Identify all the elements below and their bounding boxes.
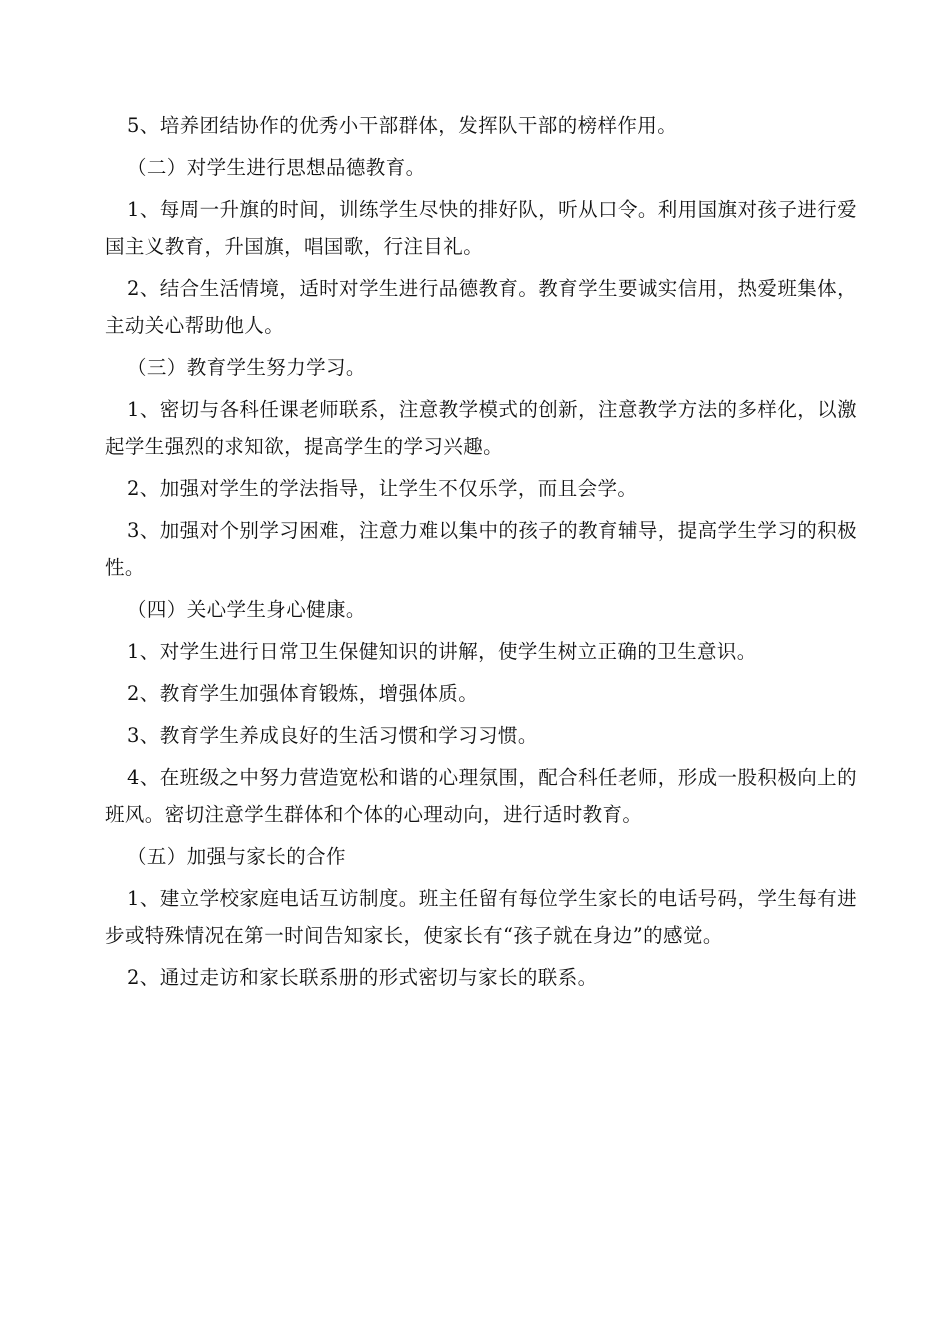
document-body	[105, 107, 857, 1001]
paragraph-hygiene: 1、对学生进行日常卫生保健知识的讲解，使学生树立正确的卫生意识。	[127, 640, 757, 663]
paragraph-exercise: 2、教育学生加强体育锻炼，增强体质。	[127, 682, 479, 705]
paragraph-phone-visits: 1、建立学校家庭电话互访制度。班主任留有每位学生家长的电话号码，学生每有进步或特殊情况在第一时间告知家长，使家长有“孩子就在身边”的感觉。	[105, 887, 857, 947]
paragraph-habits: 3、教育学生养成良好的生活习惯和学习习惯。	[127, 724, 538, 747]
section-heading-4: （四）关心学生身心健康。	[127, 598, 366, 621]
section-heading-3: （三）教育学生努力学习。	[127, 356, 366, 379]
paragraph-home-visits: 2、通过走访和家长联系册的形式密切与家长的联系。	[127, 966, 598, 989]
paragraph-class-atmosphere: 4、在班级之中努力营造宽松和谐的心理氛围，配合科任老师，形成一股积极向上的班风。密切注意学生群体和个体的心理动向，进行适时教育。	[105, 766, 857, 826]
paragraph-flag-raising: 1、每周一升旗的时间，训练学生尽快的排好队，听从口令。利用国旗对孩子进行爱国主义教育，升国旗，唱国歌，行注目礼。	[105, 198, 857, 258]
paragraph-item-5: 5、培养团结协作的优秀小干部群体，发挥队干部的榜样作用。	[127, 114, 678, 137]
paragraph-teacher-contact: 1、密切与各科任课老师联系，注意教学模式的创新，注意教学方法的多样化，以激起学生强烈的求知欲，提高学生的学习兴趣。	[105, 398, 857, 458]
paragraph-moral-education: 2、结合生活情境，适时对学生进行品德教育。教育学生要诚实信用，热爱班集体，主动关心帮助他人。	[105, 277, 857, 337]
paragraph-study-guidance: 2、加强对学生的学法指导，让学生不仅乐学，而且会学。	[127, 477, 638, 500]
section-heading-5: （五）加强与家长的合作	[127, 845, 346, 868]
section-heading-2: （二）对学生进行思想品德教育。	[127, 156, 426, 179]
paragraph-tutoring: 3、加强对个别学习困难，注意力难以集中的孩子的教育辅导，提高学生学习的积极性。	[105, 519, 857, 579]
